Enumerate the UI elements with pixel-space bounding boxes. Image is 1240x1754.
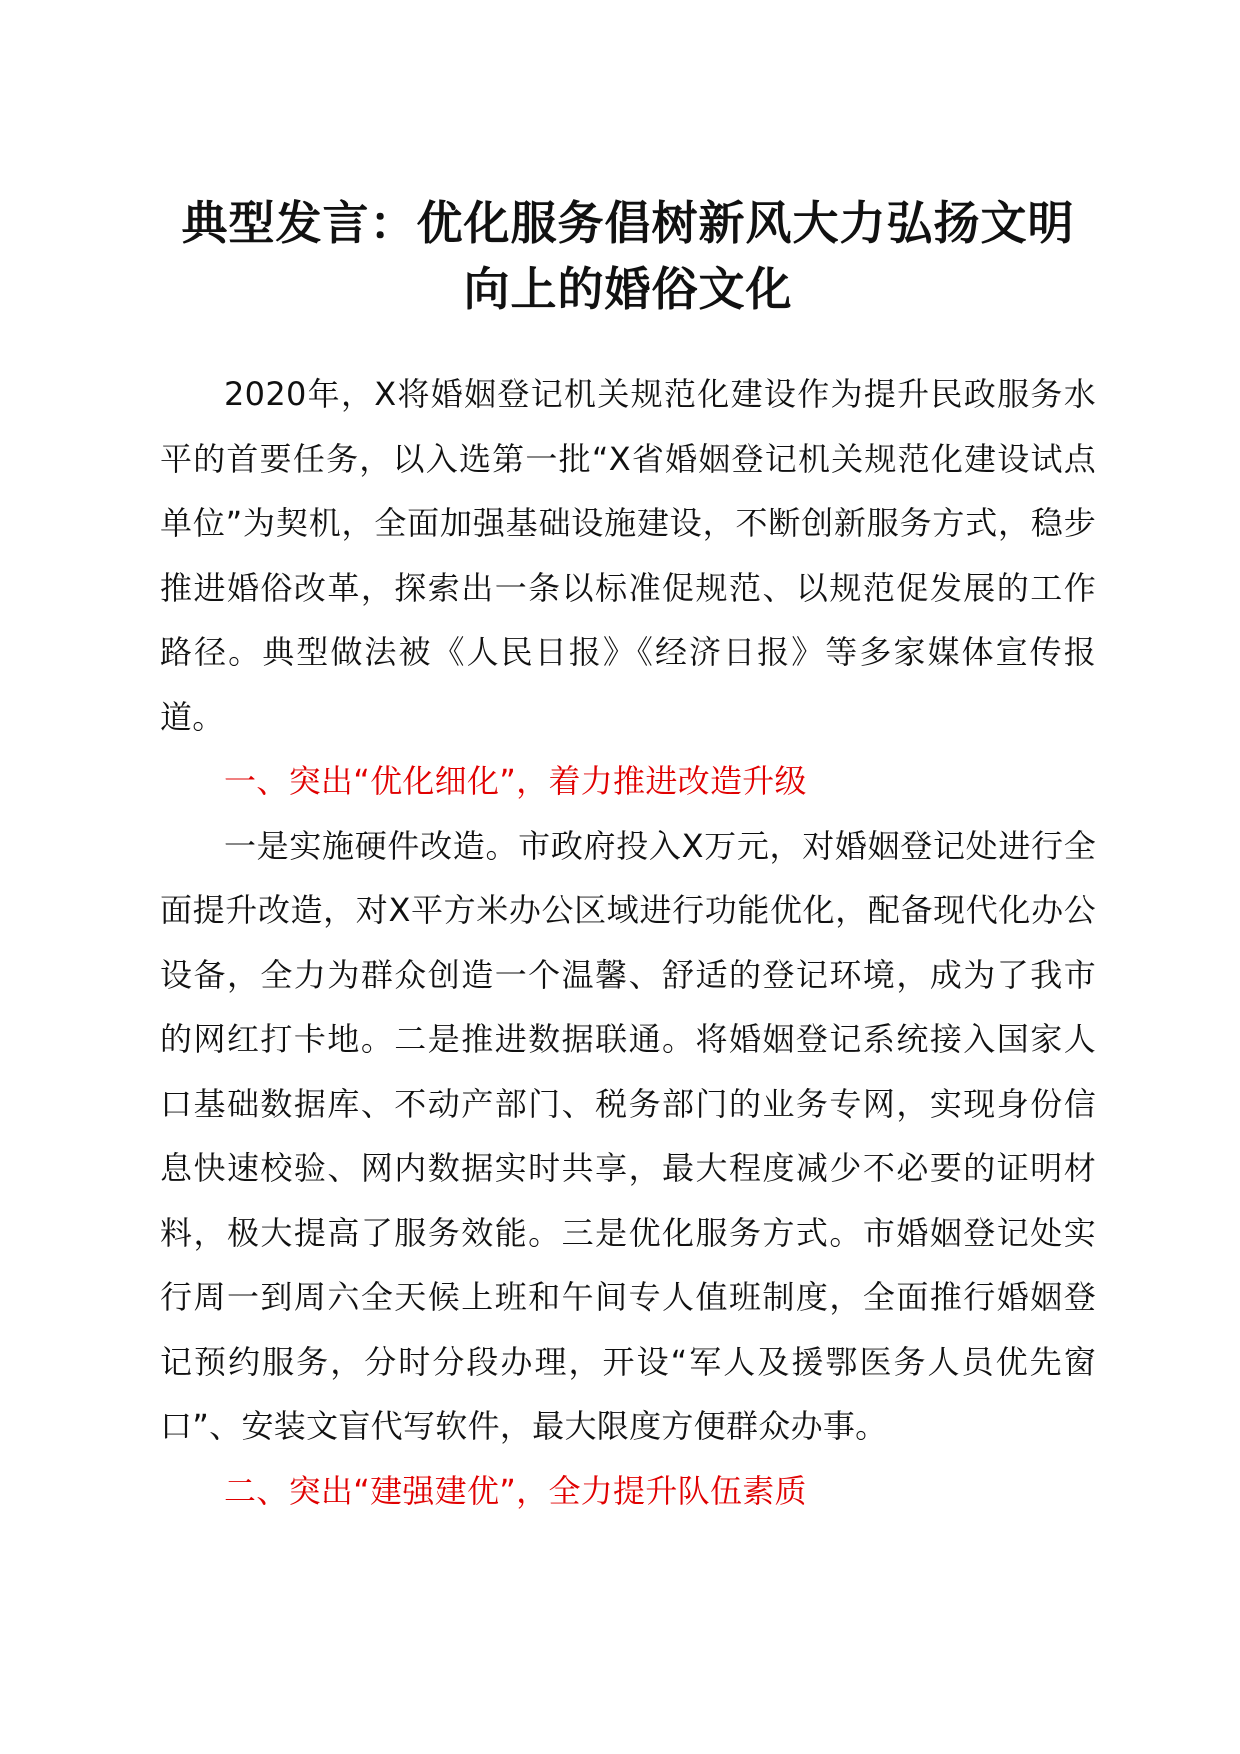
intro-paragraph: 2020年，X将婚姻登记机关规范化建设作为提升民政服务水平的首要任务，以入选第一批“X省婚姻登记机关规范化建设试点单位”为契机，全面加强基础设施建设，不断创新服务方式，稳步推进婚俗改革，探索出一条以标准促规范、以规范促发展的工作路径。典型做法被《人民日报》《经济日报》等多家媒体宣传报道。 — [160, 375, 1096, 736]
section-1-body: 一是实施硬件改造。市政府投入X万元，对婚姻登记处进行全面提升改造，对X平方米办公区域进行功能优化，配备现代化办公设备，全力为群众创造一个温馨、舒适的登记环境，成为了我市的网红打卡地。二是推进数据联通。将婚姻登记系统接入国家人口基础数据库、不动产部门、税务部门的业务专网，实现身份信息快速校验、网内数据实时共享，最大程度减少不必要的证明材料，极大提高了服务效能。三是优化服务方式。市婚姻登记处实行周一到周六全天候上班和午间专人值班制度，全面推行婚姻登记预约服务，分时分段办理，开设“军人及援鄂医务人员优先窗口”、安装文盲代写软件，最大限度方便群众办事。 — [160, 826, 1096, 1445]
section-2-heading: 二、突出“建强建优”，全力提升队伍素质 — [224, 1471, 807, 1510]
document-page — [160, 190, 1096, 1523]
document-title: 典型发言：优化服务倡树新风大力弘扬文明向上的婚俗文化 — [181, 196, 1075, 316]
section-1-heading: 一、突出“优化细化”，着力推进改造升级 — [224, 762, 807, 800]
